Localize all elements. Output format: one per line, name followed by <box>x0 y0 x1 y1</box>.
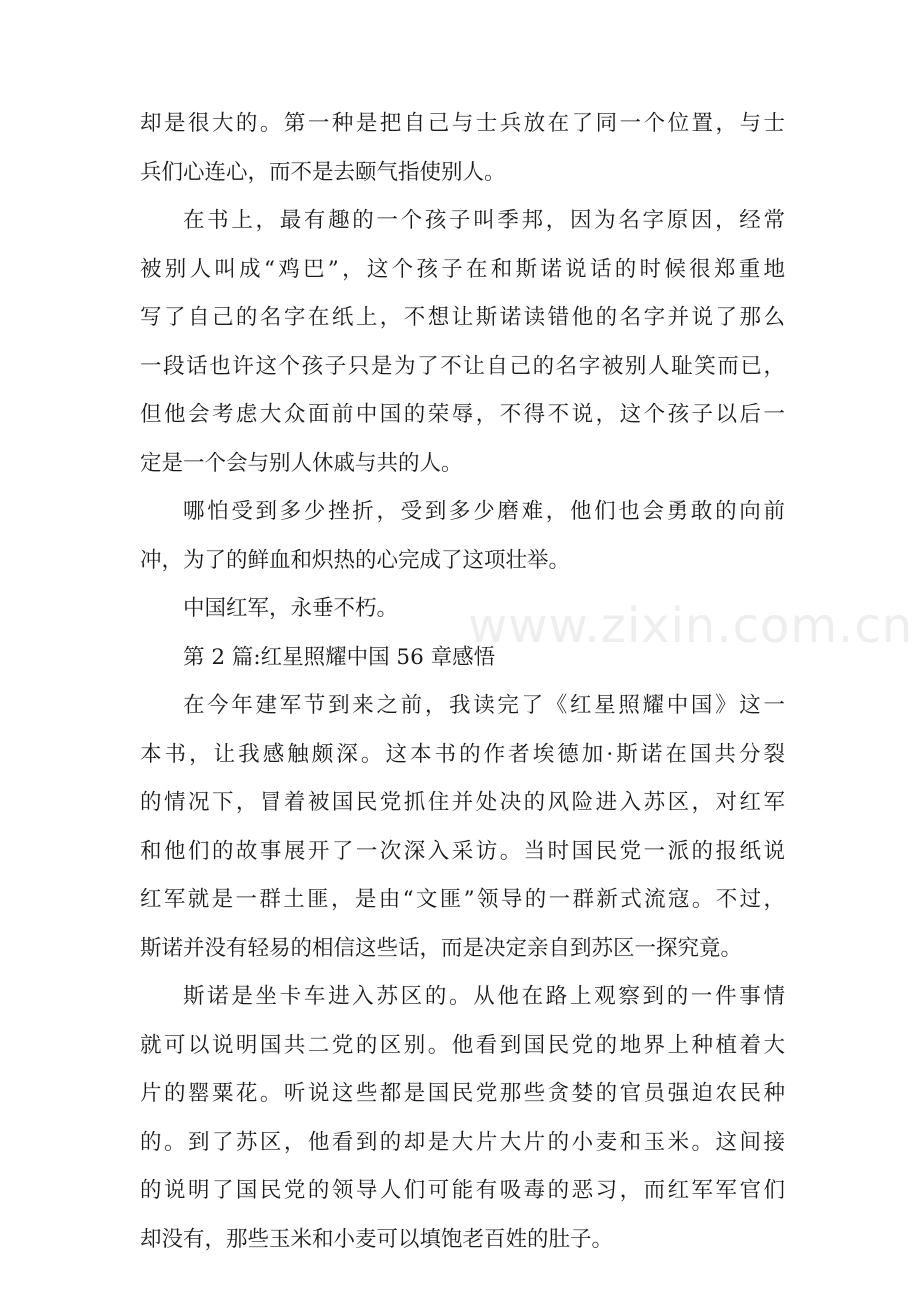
paragraph <box>140 488 785 585</box>
text-line: 斯诺是坐卡车进入苏区的。从他在路上观察到的一件事情 <box>183 984 785 1009</box>
text-line: 本书，让我感触颇深。这本书的作者埃德加·斯诺在国共分裂 <box>140 741 785 767</box>
paragraph <box>140 100 785 197</box>
text-line: 片的罂粟花。听说这些都是国民党那些贪婪的官员强迫农民种 <box>140 1081 785 1106</box>
paragraph <box>140 197 785 488</box>
text-line: 斯诺并没有轻易的相信这些话，而是决定亲自到苏区一探究竟。 <box>140 935 743 961</box>
text-line: 的。到了苏区，他看到的却是大片大片的小麦和玉米。这间接 <box>140 1129 785 1155</box>
paragraph <box>140 634 785 683</box>
text-line: 写了自己的名字在纸上，不想让斯诺读错他的名字并说了那么 <box>140 305 785 330</box>
paragraph <box>140 973 785 1264</box>
text-line: 冲，为了的鲜血和炽热的心完成了这项壮举。 <box>140 547 571 573</box>
text-line: 就可以说明国共二党的区别。他看到国民党的地界上种植着大 <box>140 1032 785 1058</box>
paragraph <box>140 585 785 634</box>
paragraph <box>140 682 785 973</box>
text-line: 定是一个会与别人休戚与共的人。 <box>140 450 463 476</box>
text-line: 中国红军，永垂不朽。 <box>183 596 399 621</box>
text-line: 红军就是一群土匪，是由“文匪”领导的一群新式流寇。不过， <box>140 887 785 912</box>
text-line: 在今年建军节到来之前，我读完了《红星照耀中国》这一 <box>183 693 785 718</box>
text-line: 第 2 篇:红星照耀中国 56 章感悟 <box>183 644 496 670</box>
text-line: 兵们心连心，而不是去颐气指使别人。 <box>140 159 506 185</box>
text-line: 哪怕受到多少挫折，受到多少磨难，他们也会勇敢的向前 <box>183 499 785 524</box>
text-line: 被别人叫成“鸡巴”，这个孩子在和斯诺说话的时候很郑重地 <box>140 256 785 282</box>
document-body <box>140 100 785 1264</box>
text-line: 和他们的故事展开了一次深入采访。当时国民党一派的报纸说 <box>140 838 785 864</box>
watermark: www.zixin.com.cn <box>468 598 914 654</box>
text-line: 却没有，那些玉米和小麦可以填饱老百姓的肚子。 <box>140 1226 614 1252</box>
text-line: 但他会考虑大众面前中国的荣辱，不得不说，这个孩子以后一 <box>140 402 785 427</box>
text-line: 却是很大的。第一种是把自己与士兵放在了同一个位置，与士 <box>140 111 785 136</box>
text-line: 在书上，最有趣的一个孩子叫季邦，因为名字原因，经常 <box>183 208 785 233</box>
text-line: 一段话也许这个孩子只是为了不让自己的名字被别人耻笑而已， <box>140 353 785 379</box>
text-line: 的情况下，冒着被国民党抓住并处决的风险进入苏区，对红军 <box>140 790 785 815</box>
text-line: 的说明了国民党的领导人们可能有吸毒的恶习，而红军军官们 <box>140 1178 785 1203</box>
